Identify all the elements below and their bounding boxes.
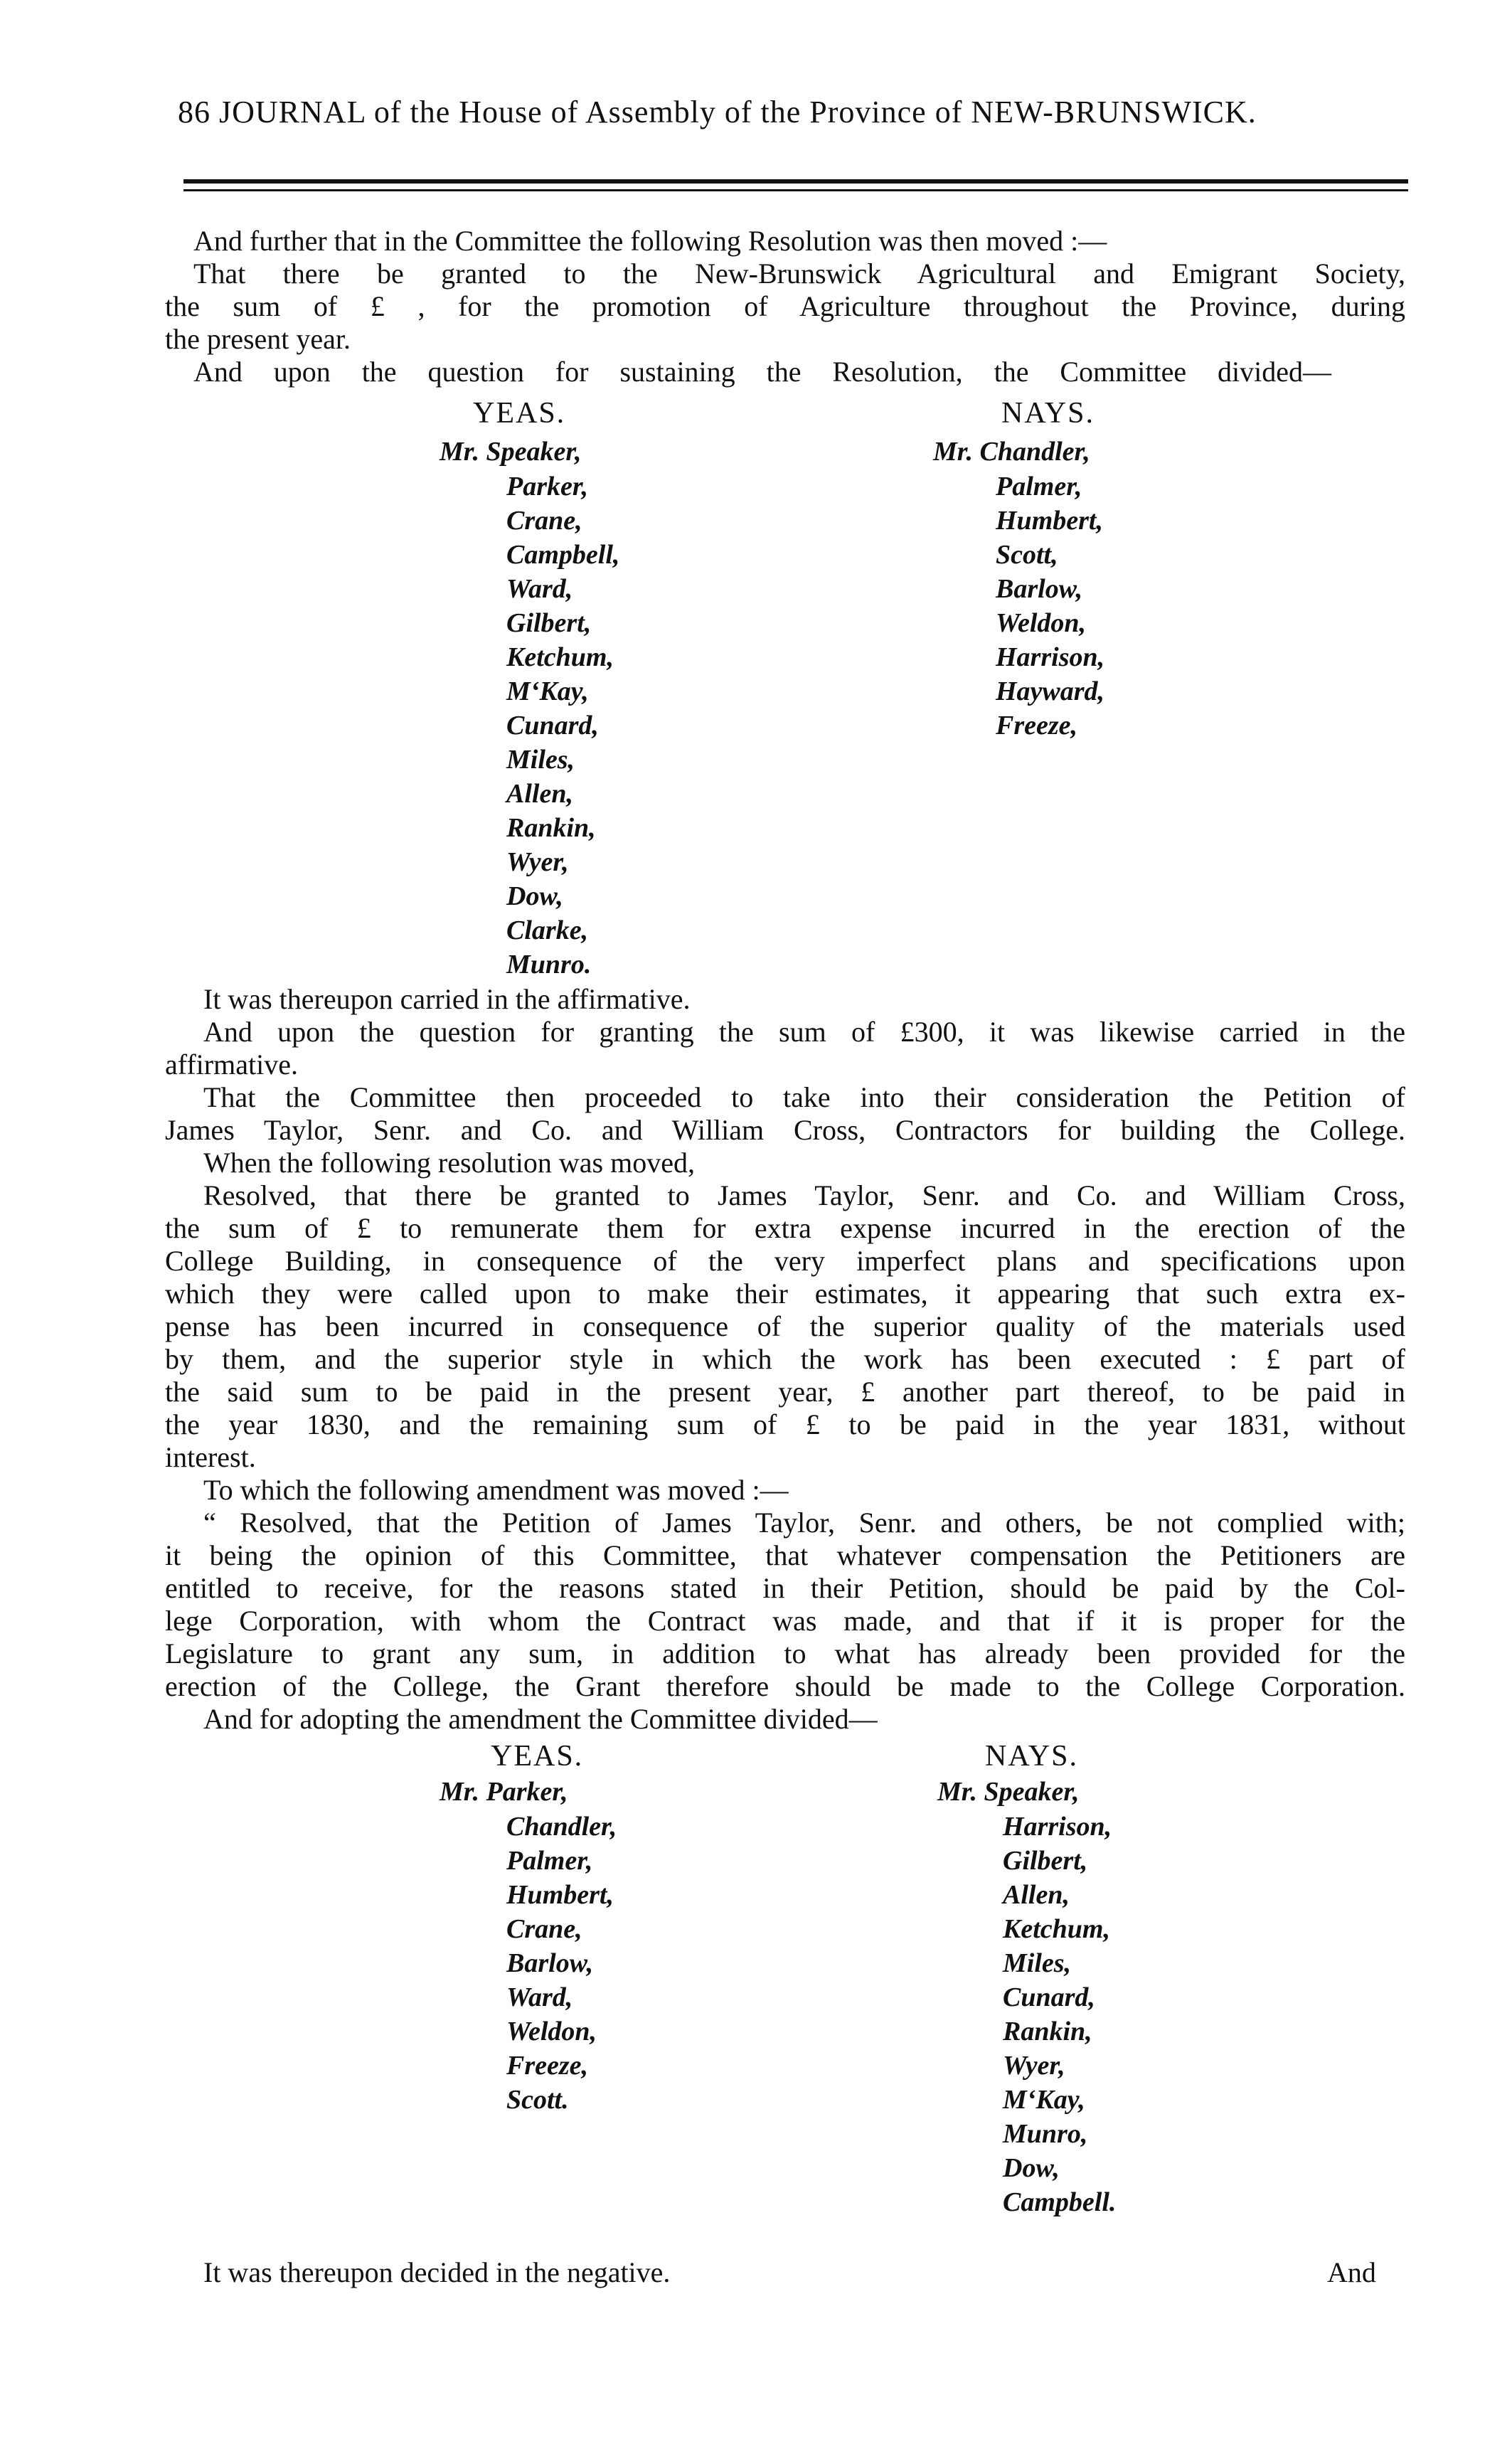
member-name: Ketchum, (506, 642, 614, 672)
member-name: Palmer, (506, 1846, 593, 1876)
member-name: Ward, (506, 1982, 573, 2012)
yeas-list (506, 469, 619, 982)
member-name: Freeze, (996, 711, 1078, 740)
text-line: the year 1830, and the remaining sum of £ to be paid in the year 1831, without (165, 1408, 1405, 1440)
member-name: Gilbert, (506, 608, 592, 638)
text-line: the sum of £ , for the promotion of Agriculture throughout the Province, during (165, 290, 1405, 322)
text-line: lege Corporation, with whom the Contract was made, and that if it is proper for the (165, 1605, 1405, 1637)
text-line: And upon the question for sustaining the Resolution, the Committee divided— (193, 356, 1331, 388)
member-name: Ketchum, (1003, 1914, 1110, 1944)
text-line: erection of the College, the Grant therefore should be made to the College Corporation. (165, 1670, 1405, 1702)
member-name: Campbell, (506, 540, 620, 570)
member-name: Crane, (506, 1914, 582, 1944)
member-name: Wyer, (506, 847, 569, 877)
member-name: Chandler, (506, 1812, 617, 1842)
text-line: affirmative. (165, 1048, 298, 1080)
member-name: Munro, (1003, 2119, 1088, 2149)
nays-list (1003, 1810, 1116, 2219)
member-name: Ward, (506, 574, 573, 604)
catchword: And (1327, 2256, 1376, 2288)
text-line: That there be granted to the New-Brunswick Agricultural and Emigrant Society, (193, 257, 1405, 290)
closing-line: It was thereupon decided in the negative. (203, 2256, 671, 2288)
page-header: 86 JOURNAL of the House of Assembly of the Province of NEW-BRUNSWICK. (178, 95, 1257, 129)
member-name: Wyer, (1003, 2051, 1065, 2081)
member-name: Weldon, (506, 2017, 597, 2046)
yeas-first-member: Mr. Speaker, (440, 437, 582, 467)
member-name: Barlow, (506, 1948, 594, 1978)
member-name: Cunard, (1003, 1982, 1095, 2012)
text-line: the present year. (165, 323, 351, 355)
member-name: Allen, (1003, 1880, 1070, 1910)
member-name: Harrison, (1003, 1812, 1112, 1842)
text-line: the said sum to be paid in the present year, £ another part thereof, to be paid in (165, 1376, 1405, 1408)
nays-heading: NAYS. (1001, 397, 1095, 430)
yeas-heading: YEAS. (473, 397, 566, 430)
yeas-heading: YEAS. (491, 1740, 584, 1773)
member-name: Rankin, (1003, 2017, 1092, 2046)
member-name: Rankin, (506, 813, 596, 843)
member-name: Campbell. (1003, 2187, 1117, 2217)
yeas-first-member: Mr. Parker, (440, 1777, 568, 1807)
member-name: Allen, (506, 779, 573, 809)
member-name: Cunard, (506, 711, 599, 740)
text-line: And for adopting the amendment the Committee divided— (203, 1703, 878, 1735)
member-name: Scott. (506, 2085, 569, 2115)
text-line: It was thereupon carried in the affirmative. (203, 983, 691, 1015)
text-line: interest. (165, 1441, 256, 1473)
text-line: by them, and the superior style in which the work has been executed : £ part of (165, 1343, 1405, 1375)
member-name: Palmer, (996, 472, 1082, 501)
member-name: Dow, (506, 881, 563, 911)
text-line: it being the opinion of this Committee, that whatever compensation the Petitioners are (165, 1539, 1405, 1571)
member-name: Barlow, (996, 574, 1083, 604)
text-line: And further that in the Committee the following Resolution was then moved :— (193, 225, 1107, 257)
member-name: Miles, (506, 745, 575, 775)
member-name: Dow, (1003, 2153, 1060, 2183)
member-name: Clarke, (506, 915, 589, 945)
member-name: M‘Kay, (506, 676, 589, 706)
text-line: entitled to receive, for the reasons stated in their Petition, should be paid by the Col- (165, 1572, 1405, 1604)
member-name: Humbert, (506, 1880, 614, 1910)
member-name: Scott, (996, 540, 1058, 570)
member-name: Humbert, (996, 506, 1103, 536)
nays-first-member: Mr. Speaker, (937, 1777, 1080, 1807)
nays-first-member: Mr. Chandler, (933, 437, 1090, 467)
nays-list (996, 469, 1104, 743)
header-rule-thin (183, 189, 1408, 191)
text-line: the sum of £ to remunerate them for extra expense incurred in the erection of the (165, 1212, 1405, 1244)
text-line: Legislature to grant any sum, in addition to what has already been provided for the (165, 1637, 1405, 1669)
nays-heading: NAYS. (985, 1740, 1078, 1773)
member-name: Gilbert, (1003, 1846, 1088, 1876)
member-name: Miles, (1003, 1948, 1072, 1978)
member-name: Hayward, (996, 676, 1105, 706)
text-line: “ Resolved, that the Petition of James Taylor, Senr. and others, be not complied with; (203, 1507, 1405, 1539)
member-name: Munro. (506, 950, 592, 979)
member-name: Weldon, (996, 608, 1087, 638)
text-line: College Building, in consequence of the very imperfect plans and specifications upon (165, 1245, 1405, 1277)
text-line: which they were called upon to make their estimates, it appearing that such extra ex- (165, 1278, 1405, 1310)
text-line: To which the following amendment was moved :— (203, 1474, 789, 1506)
member-name: M‘Kay, (1003, 2085, 1085, 2115)
text-line: That the Committee then proceeded to take into their consideration the Petition of (203, 1081, 1405, 1113)
text-line: James Taylor, Senr. and Co. and William Cross, Contractors for building the College. (165, 1114, 1405, 1146)
yeas-list (506, 1810, 617, 2117)
text-line: pense has been incurred in consequence of the superior quality of the materials used (165, 1310, 1405, 1342)
text-line: And upon the question for granting the sum of £300, it was likewise carried in the (203, 1016, 1405, 1048)
header-rule-thick (183, 179, 1408, 184)
text-line: Resolved, that there be granted to James Taylor, Senr. and Co. and William Cross, (203, 1179, 1405, 1211)
member-name: Harrison, (996, 642, 1105, 672)
text-line: When the following resolution was moved, (203, 1147, 695, 1179)
member-name: Crane, (506, 506, 582, 536)
member-name: Parker, (506, 472, 589, 501)
member-name: Freeze, (506, 2051, 589, 2081)
